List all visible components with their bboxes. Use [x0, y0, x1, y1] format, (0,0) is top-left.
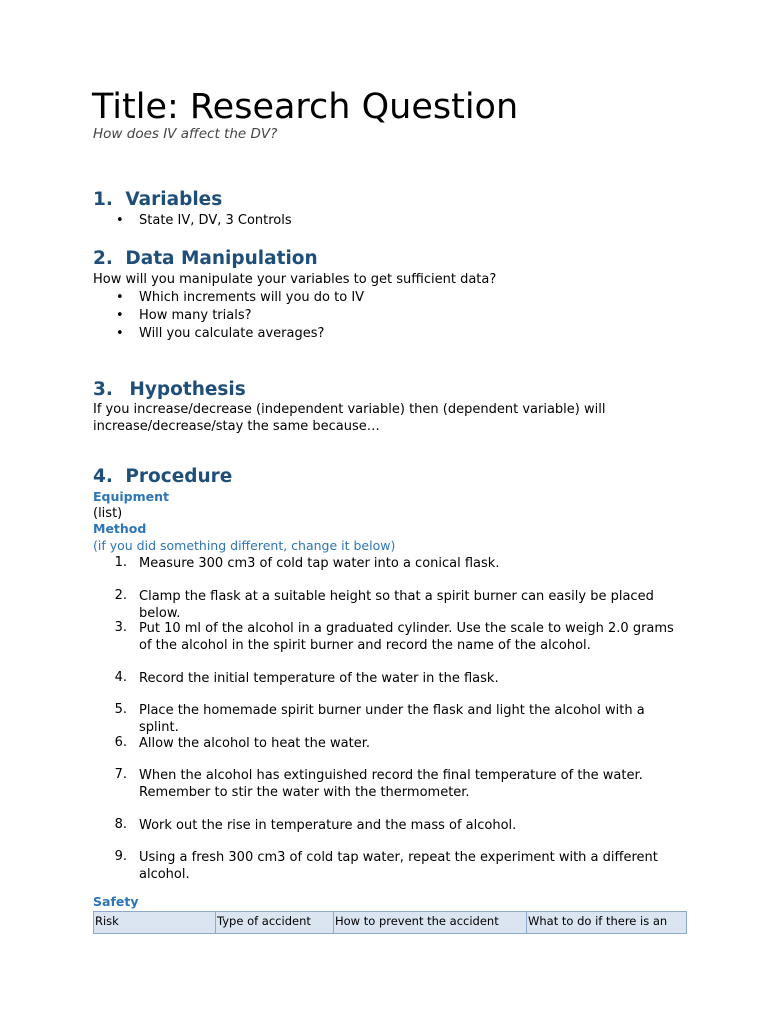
heading-number: 2. — [93, 248, 113, 269]
bullet-marker: • — [116, 213, 124, 228]
table-header-cell: How to prevent the accident — [334, 912, 527, 934]
heading-text: Procedure — [125, 466, 233, 487]
step-number: 4. — [114, 670, 127, 685]
heading-procedure — [93, 465, 232, 489]
heading-variables — [93, 188, 222, 212]
step-text: Work out the rise in temperature and the mass of alcohol. — [139, 818, 517, 833]
heading-text: Hypothesis — [129, 379, 246, 400]
step-number: 1. — [114, 555, 127, 570]
step-text: When the alcohol has extinguished record the final temperature of the water. Remember to stir the water with the thermometer. — [139, 768, 643, 800]
step-number: 3. — [114, 620, 127, 635]
hypothesis-text-line-1: If you increase/decrease (independent variable) then (dependent variable) will — [93, 402, 606, 417]
bullet-marker: • — [116, 290, 124, 305]
equipment-value: (list) — [93, 506, 123, 521]
equipment-label: Equipment — [93, 489, 169, 504]
step-text: Allow the alcohol to heat the water. — [139, 736, 370, 751]
step-text: Clamp the flask at a suitable height so that a spirit burner can easily be placed below. — [139, 589, 654, 621]
list-item: Which increments will you do to IV — [139, 290, 365, 305]
heading-number: 1. — [93, 189, 113, 210]
safety-label: Safety — [93, 894, 139, 909]
list-item: State IV, DV, 3 Controls — [139, 213, 292, 228]
heading-text: Data Manipulation — [125, 248, 318, 269]
heading-text: Variables — [125, 189, 223, 210]
bullet-marker: • — [116, 308, 124, 323]
page-subtitle: How does IV affect the DV? — [93, 126, 278, 142]
heading-hypothesis — [93, 378, 246, 402]
step-text: Measure 300 cm3 of cold tap water into a conical flask. — [139, 556, 500, 571]
method-label: Method — [93, 521, 147, 536]
heading-number: 3. — [93, 379, 113, 400]
step-number: 7. — [114, 767, 127, 782]
intro-text: How will you manipulate your variables to get sufficient data? — [93, 272, 497, 287]
step-number: 6. — [114, 735, 127, 750]
step-text: Using a fresh 300 cm3 of cold tap water, repeat the experiment with a different alcohol. — [139, 850, 658, 882]
bullet-marker: • — [116, 326, 124, 341]
step-number: 9. — [114, 849, 127, 864]
safety-table — [93, 911, 687, 934]
step-number: 5. — [114, 702, 127, 717]
step-text: Put 10 ml of the alcohol in a graduated cylinder. Use the scale to weigh 2.0 grams of the alcohol in the spirit burner and record the name of the alcohol. — [139, 621, 674, 653]
list-item: Will you calculate averages? — [139, 326, 325, 341]
hypothesis-text-line-2: increase/decrease/stay the same because… — [93, 419, 380, 434]
step-text: Place the homemade spirit burner under the flask and light the alcohol with a splint. — [139, 703, 645, 735]
step-number: 8. — [114, 817, 127, 832]
heading-number: 4. — [93, 466, 113, 487]
method-note: (if you did something different, change it below) — [93, 538, 396, 553]
list-item: How many trials? — [139, 308, 252, 323]
page-title: Title: Research Question — [92, 87, 519, 127]
heading-data-manipulation — [93, 247, 318, 271]
table-header-cell: Risk — [94, 912, 216, 934]
table-header-cell: Type of accident — [216, 912, 334, 934]
table-header-cell: What to do if there is an — [527, 912, 687, 934]
step-text: Record the initial temperature of the water in the flask. — [139, 671, 499, 686]
table-row — [94, 912, 687, 934]
step-number: 2. — [114, 588, 127, 603]
